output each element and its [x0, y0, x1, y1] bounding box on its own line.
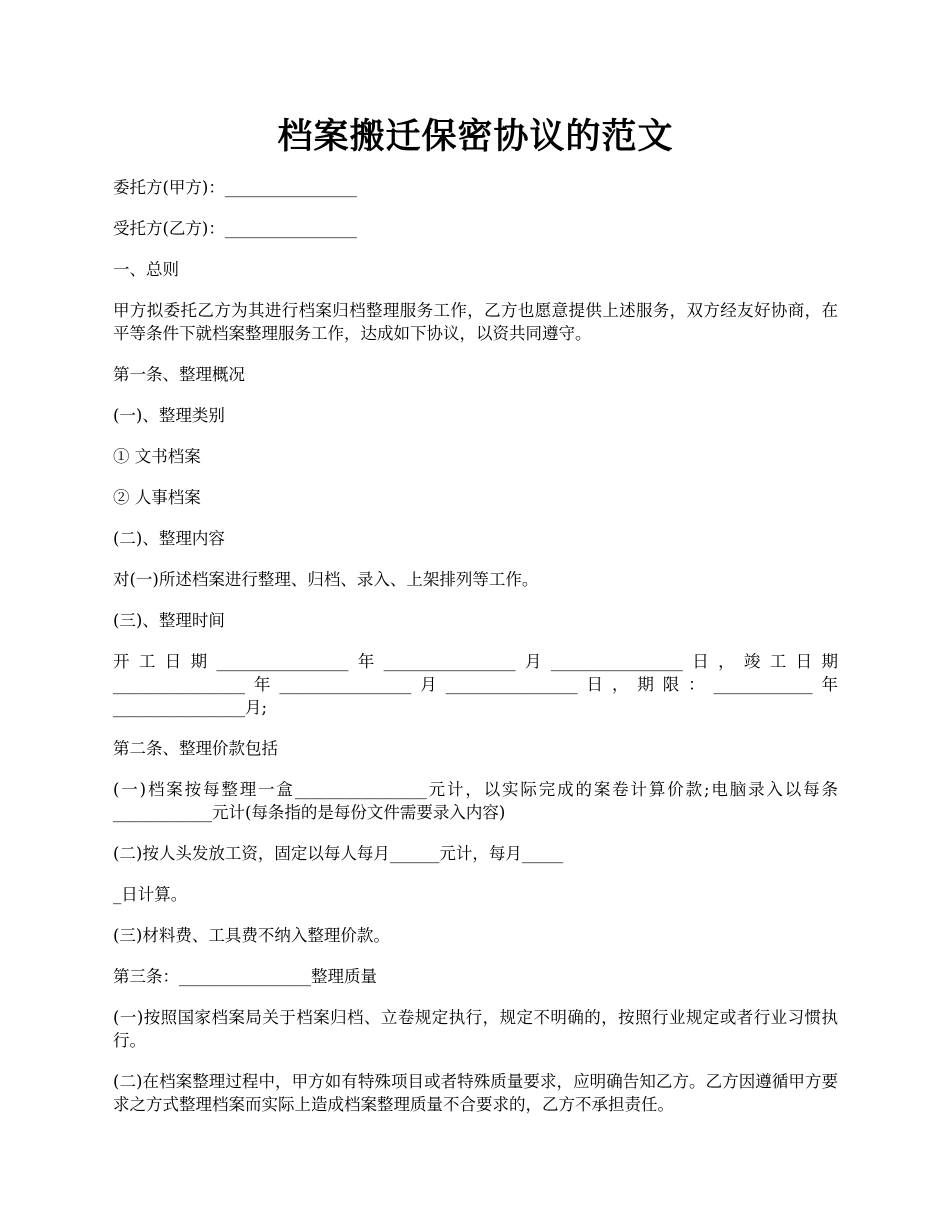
section-heading-general: 一、总则: [113, 260, 179, 279]
article-two-heading: 第二条、整理价款包括: [113, 739, 278, 758]
materials-paragraph: (三)材料费、工具费不纳入整理价款。: [113, 926, 390, 945]
sub-heading-category: (一)、整理类别: [113, 406, 225, 425]
content-paragraph: 对(一)所述档案进行整理、归档、录入、上架排列等工作。: [113, 570, 539, 589]
wage-paragraph: (二)按人头发放工资，固定以每人每月______元计，每月_____: [113, 844, 564, 863]
price-per-box-paragraph: (一)档案按每整理一盒________________元计，以实际完成的案卷计算价款;电脑录入以每条____________元计(每条指的是每份文件需要录入内容): [113, 780, 838, 822]
party-a-line: 委托方(甲方)：________________: [113, 178, 357, 197]
article-one-heading: 第一条、整理概况: [113, 365, 245, 384]
article-three-heading: 第三条：________________整理质量: [113, 967, 377, 986]
general-clause-paragraph: 甲方拟委托乙方为其进行档案归档整理服务工作，乙方也愿意提供上述服务，双方经友好协商，在平等条件下就档案整理服务工作，达成如下协议，以资共同遵守。: [113, 301, 838, 343]
list-item-document-archive: ① 文书档案: [113, 447, 201, 466]
sub-heading-content: (二)、整理内容: [113, 529, 225, 548]
wage-paragraph-continued: _日计算。: [113, 885, 188, 904]
quality-standard-paragraph: (一)按照国家档案局关于档案归档、立卷规定执行，规定不明确的，按照行业规定或者行业习惯执行。: [113, 1008, 838, 1050]
sub-heading-time: (三)、整理时间: [113, 611, 225, 630]
list-item-personnel-archive: ② 人事档案: [113, 488, 201, 507]
party-b-line: 受托方(乙方)：________________: [113, 219, 357, 238]
special-requirement-paragraph: (二)在档案整理过程中，甲方如有特殊项目或者特殊质量要求，应明确告知乙方。乙方因遵循甲方要求之方式整理档案而实际上造成档案整理质量不合要求的，乙方不承担责任。: [113, 1072, 838, 1114]
document-title: 档案搬迁保密协议的范文: [277, 116, 674, 157]
schedule-paragraph: 开工日期________________年________________月________________日，竣工日期________________年________________月________________日，期限：____________年________________月;: [113, 652, 838, 717]
